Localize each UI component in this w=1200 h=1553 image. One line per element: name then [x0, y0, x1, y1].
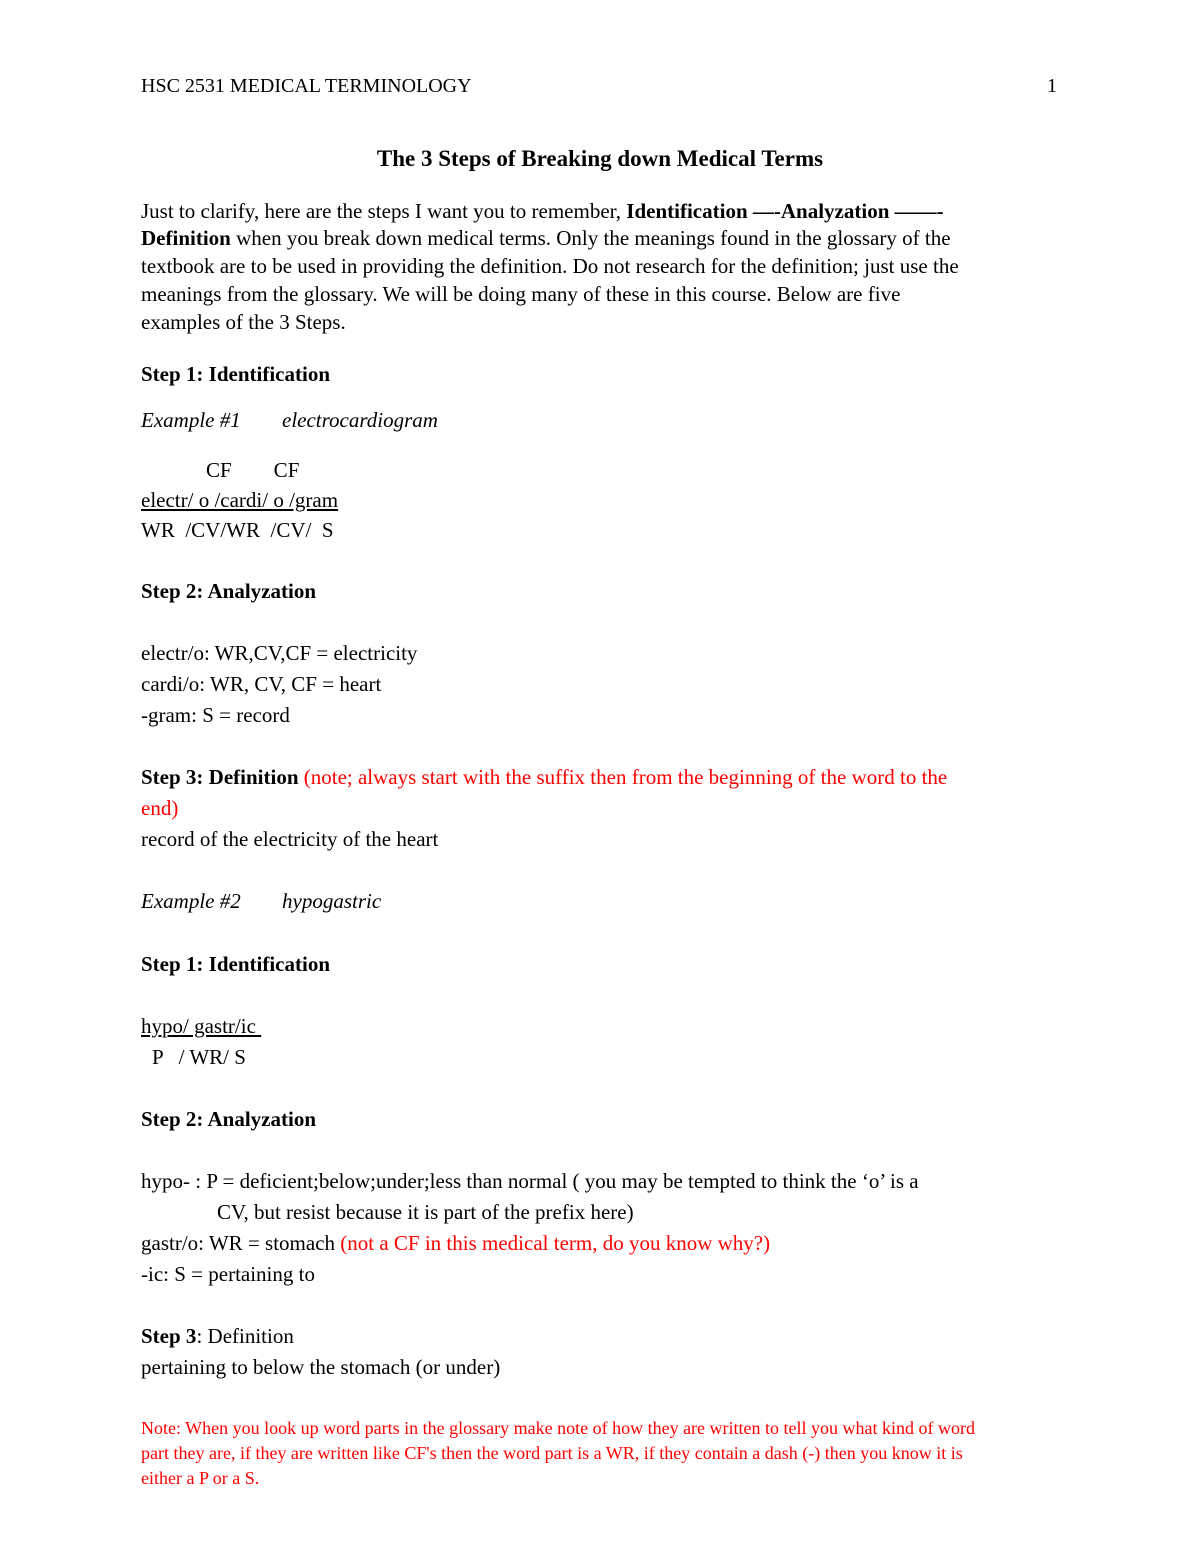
ex2-step1-heading: Step 1: Identification: [141, 952, 330, 976]
intro-line-1: [141, 201, 944, 222]
ex2-split-term: hypo/ gastr/ic: [141, 1014, 262, 1038]
intro-line-3: textbook are to be used in providing the definition. Do not research for the definition; just use the: [141, 254, 959, 278]
ex2-gastr-note: (not a CF in this medical term, do you know why?): [340, 1231, 771, 1255]
ex2-step2-heading: Step 2: Analyzation: [141, 1107, 317, 1131]
ex1-parts: WR /CV/WR /CV/ S: [141, 518, 334, 542]
ex1-step2-heading: Step 2: Analyzation: [141, 579, 317, 603]
ex1-label: Example #1: [141, 408, 241, 432]
ex1-analysis-3: -gram: S = record: [141, 703, 290, 727]
ex1-term: electrocardiogram: [282, 408, 438, 432]
ex1-cf-row: CF CF: [206, 458, 300, 482]
ex2-gastr-text: gastr/o: WR = stomach: [141, 1231, 341, 1255]
intro-text: Just to clarify, here are the steps I want you to remember,: [141, 199, 627, 223]
ex2-hypo-line: hypo- : P = deficient;below;under;less than normal ( you may be tempted to think the ‘o’ is a: [141, 1169, 919, 1193]
intro-steps-bold: Identification —-Analyzation ——-: [626, 199, 944, 223]
ex1-analysis-1: electr/o: WR,CV,CF = electricity: [141, 641, 418, 665]
ex1-definition: record of the electricity of the heart: [141, 827, 439, 851]
ex2-hypo-line-cont: CV, but resist because it is part of the prefix here): [217, 1200, 634, 1224]
ex1-split-term: electr/ o /cardi/ o /gram: [141, 488, 339, 512]
ex2-parts: P / WR/ S: [152, 1045, 246, 1069]
intro-line-5: examples of the 3 Steps.: [141, 310, 346, 334]
ex1-analysis-2: cardi/o: WR, CV, CF = heart: [141, 672, 382, 696]
intro-definition-bold: Definition: [141, 226, 231, 250]
note-line-1: Note: When you look up word parts in the glossary make note of how they are written to tell you what kind of word: [141, 1418, 975, 1438]
page-title: The 3 Steps of Breaking down Medical Terms: [376, 146, 824, 171]
ex2-gastr-line: [141, 1233, 770, 1254]
ex1-step1-heading: Step 1: Identification: [141, 362, 330, 386]
ex2-step3-line: [141, 1326, 294, 1347]
note-line-3: either a P or a S.: [141, 1468, 260, 1488]
intro-text: when you break down medical terms. Only the meanings found in the glossary of the: [230, 226, 951, 250]
ex1-step3-line: [141, 767, 947, 788]
ex2-step3-heading: Step 3: [141, 1324, 197, 1348]
page-number: 1: [1047, 75, 1057, 97]
note-line-2: part they are, if they are written like CF's then the word part is a WR, if they contain a dash (-) then you know it is: [141, 1443, 963, 1463]
ex2-step3-label: : Definition: [196, 1324, 294, 1348]
intro-line-4: meanings from the glossary. We will be doing many of these in this course. Below are five: [141, 282, 901, 306]
ex1-step3-note-cont: end): [141, 796, 179, 820]
ex1-step3-heading: Step 3: Definition: [141, 765, 299, 789]
ex2-term: hypogastric: [282, 889, 382, 913]
ex2-ic-line: -ic: S = pertaining to: [141, 1262, 315, 1286]
intro-line-2: [141, 228, 951, 249]
ex2-definition: pertaining to below the stomach (or under): [141, 1355, 501, 1379]
ex1-step3-note: (note; always start with the suffix then from the beginning of the word to the: [298, 765, 948, 789]
ex2-label: Example #2: [141, 889, 241, 913]
running-header: HSC 2531 MEDICAL TERMINOLOGY: [141, 75, 472, 97]
